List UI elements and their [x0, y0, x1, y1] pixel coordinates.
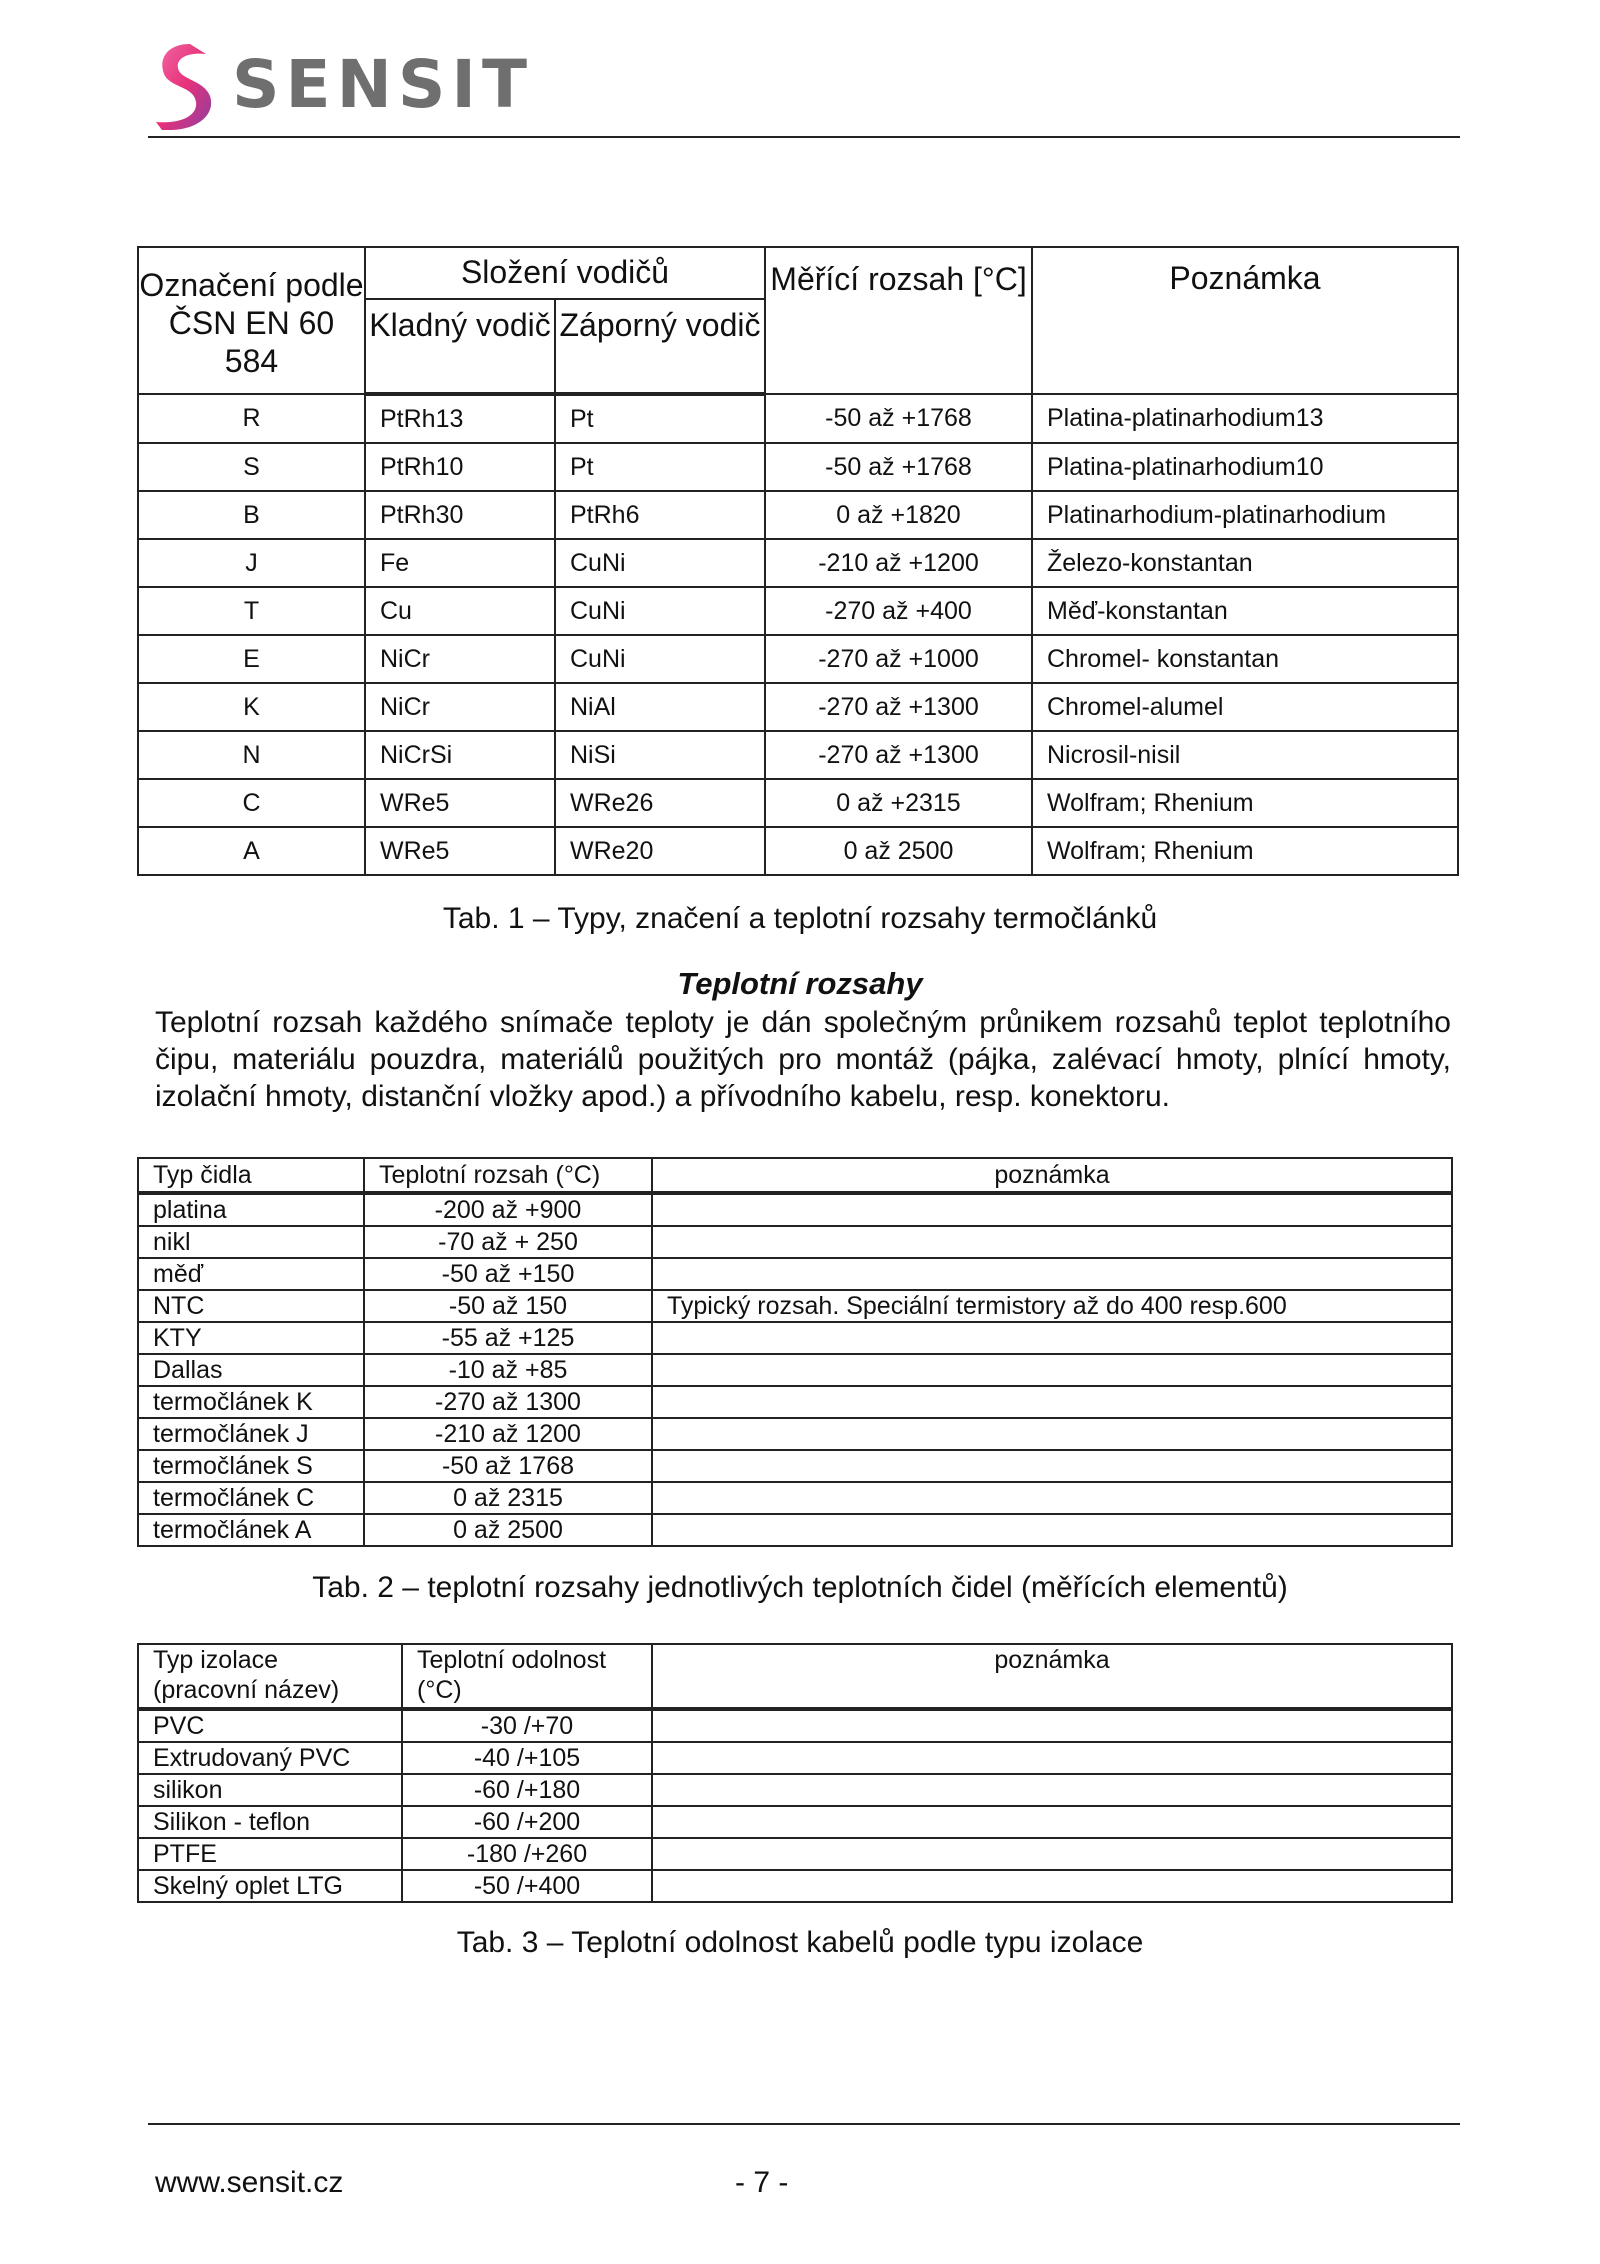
table-cell: nikl [138, 1226, 364, 1258]
table-cell: -180 /+260 [402, 1838, 652, 1870]
header-positive: Kladný vodič [365, 299, 555, 394]
table-cell: Skelný oplet LTG [138, 1870, 402, 1902]
table-cell: 0 až +1820 [765, 491, 1032, 539]
table-cell: 0 až 2315 [364, 1482, 652, 1514]
section-paragraph: Teplotní rozsah každého snímače teploty je dán společným průnikem rozsahů teplot teplotního čipu, materiálu pouzdra, materiálů použitých pro montáž (pájka, zalévací hmoty, plnící hmoty, izolační hmoty, distanční vložky apod.) a přívodního kabelu, resp. konektoru. [155, 1006, 1451, 1113]
table-cell: měď [138, 1258, 364, 1290]
table-cell [652, 1482, 1452, 1514]
table-cell: CuNi [555, 539, 765, 587]
header-negative: Záporný vodič [555, 299, 765, 394]
table-cell: WRe5 [365, 827, 555, 875]
table-cell: N [138, 731, 365, 779]
table-cell: Wolfram; Rhenium [1032, 827, 1458, 875]
table-cell [652, 1870, 1452, 1902]
table-cell: NTC [138, 1290, 364, 1322]
table-cell: NiCr [365, 635, 555, 683]
table-cell: A [138, 827, 365, 875]
table-cell: -10 až +85 [364, 1354, 652, 1386]
header-note: Poznámka [1032, 247, 1458, 394]
table-cell: -30 /+70 [402, 1709, 652, 1742]
table-cell: platina [138, 1193, 364, 1226]
table-cell: -210 až 1200 [364, 1418, 652, 1450]
table1-caption: Tab. 1 – Typy, značení a teplotní rozsahy termočlánků [442, 902, 1158, 935]
table-cell: T [138, 587, 365, 635]
table-cell: 0 až +2315 [765, 779, 1032, 827]
header-range: Měřící rozsah [°C] [765, 247, 1032, 394]
table-cell: Pt [555, 443, 765, 491]
header-sensor-note: poznámka [652, 1158, 1452, 1193]
table-cell: Chromel-alumel [1032, 683, 1458, 731]
footer-rule [148, 2123, 1460, 2125]
table-cell: K [138, 683, 365, 731]
table-cell: R [138, 394, 365, 443]
table-cell: WRe5 [365, 779, 555, 827]
table-cell: -50 až +1768 [765, 394, 1032, 443]
table-cell [652, 1450, 1452, 1482]
table-cell: Cu [365, 587, 555, 635]
table-cell [652, 1354, 1452, 1386]
brand-name: SENSIT [232, 46, 533, 123]
table-cell: -50 až 1768 [364, 1450, 652, 1482]
table-cell: -50 /+400 [402, 1870, 652, 1902]
table-cell: CuNi [555, 587, 765, 635]
table-cell: PVC [138, 1709, 402, 1742]
header-sensor-range: Teplotní rozsah (°C) [364, 1158, 652, 1193]
table-cell: -60 /+180 [402, 1774, 652, 1806]
page-number: - 7 - [735, 2166, 789, 2199]
table-cell: E [138, 635, 365, 683]
table-cell: CuNi [555, 635, 765, 683]
header-designation: Označení podle ČSN EN 60 584 [138, 247, 365, 394]
header-sensor-type: Typ čidla [138, 1158, 364, 1193]
footer-url[interactable]: www.sensit.cz [155, 2166, 344, 2199]
table-cell: termočlánek J [138, 1418, 364, 1450]
table-cell [652, 1322, 1452, 1354]
sensor-range-table [137, 1157, 1453, 1547]
table-cell: Typický rozsah. Speciální termistory až do 400 resp.600 [652, 1290, 1452, 1322]
table-cell [652, 1709, 1452, 1742]
table-cell: PtRh30 [365, 491, 555, 539]
table-cell: WRe20 [555, 827, 765, 875]
table-cell: S [138, 443, 365, 491]
table-cell [652, 1742, 1452, 1774]
table-cell: PtRh13 [365, 394, 555, 443]
table-cell [652, 1838, 1452, 1870]
header-insulation-type-line2: (pracovní název) [153, 1676, 340, 1704]
table-cell: Železo-konstantan [1032, 539, 1458, 587]
table-cell: -270 až +400 [765, 587, 1032, 635]
table-cell: -70 až + 250 [364, 1226, 652, 1258]
table-cell: NiAl [555, 683, 765, 731]
table-cell [652, 1418, 1452, 1450]
table-cell [652, 1514, 1452, 1546]
header-resistance-line2: (°C) [417, 1676, 462, 1704]
table-cell: -50 až 150 [364, 1290, 652, 1322]
header-insulation-type-line1: Typ izolace [153, 1646, 279, 1674]
table-cell [652, 1386, 1452, 1418]
table-cell: termočlánek A [138, 1514, 364, 1546]
table-cell: -270 až +1300 [765, 683, 1032, 731]
table-cell: -200 až +900 [364, 1193, 652, 1226]
insulation-table [137, 1643, 1453, 1903]
table-cell [652, 1258, 1452, 1290]
table-cell: -60 /+200 [402, 1806, 652, 1838]
table-cell: -50 až +150 [364, 1258, 652, 1290]
table-cell [652, 1774, 1452, 1806]
table-cell: Platina-platinarhodium13 [1032, 394, 1458, 443]
table-cell: Měď-konstantan [1032, 587, 1458, 635]
table-cell [652, 1193, 1452, 1226]
header-insulation-type [138, 1644, 402, 1709]
table-cell: PtRh6 [555, 491, 765, 539]
table-cell: B [138, 491, 365, 539]
table-cell: Nicrosil-nisil [1032, 731, 1458, 779]
section-heading: Teplotní rozsahy [677, 966, 923, 1001]
table-cell: -210 až +1200 [765, 539, 1032, 587]
table-cell: PtRh10 [365, 443, 555, 491]
table-cell: Chromel- konstantan [1032, 635, 1458, 683]
header-insulation-note: poznámka [652, 1644, 1452, 1709]
table-cell: KTY [138, 1322, 364, 1354]
table-cell: 0 až 2500 [765, 827, 1032, 875]
header-resistance-line1: Teplotní odolnost [417, 1646, 607, 1674]
table-cell: Silikon - teflon [138, 1806, 402, 1838]
table-cell: Platina-platinarhodium10 [1032, 443, 1458, 491]
table-cell: -270 až 1300 [364, 1386, 652, 1418]
table-cell: Extrudovaný PVC [138, 1742, 402, 1774]
header-resistance [402, 1644, 652, 1709]
table-cell: NiCr [365, 683, 555, 731]
table-cell: -40 /+105 [402, 1742, 652, 1774]
table-cell [652, 1806, 1452, 1838]
header-rule [148, 136, 1460, 138]
table-cell: -55 až +125 [364, 1322, 652, 1354]
table2-caption: Tab. 2 – teplotní rozsahy jednotlivých teplotních čidel (měřících elementů) [312, 1571, 1288, 1604]
table3-caption: Tab. 3 – Teplotní odolnost kabelů podle typu izolace [456, 1926, 1144, 1959]
table-cell [652, 1226, 1452, 1258]
table-cell: NiSi [555, 731, 765, 779]
table-cell: -50 až +1768 [765, 443, 1032, 491]
table-cell: -270 až +1000 [765, 635, 1032, 683]
table-cell: termočlánek C [138, 1482, 364, 1514]
table-cell: Platinarhodium-platinarhodium [1032, 491, 1458, 539]
table-cell: J [138, 539, 365, 587]
table-cell: NiCrSi [365, 731, 555, 779]
table-cell: silikon [138, 1774, 402, 1806]
table-cell: Wolfram; Rhenium [1032, 779, 1458, 827]
table-cell: PTFE [138, 1838, 402, 1870]
table-cell: Pt [555, 394, 765, 443]
table-cell: 0 až 2500 [364, 1514, 652, 1546]
table-cell: WRe26 [555, 779, 765, 827]
table-cell: Dallas [138, 1354, 364, 1386]
header-composition: Složení vodičů [365, 247, 765, 299]
thermocouple-table [137, 246, 1459, 876]
table-cell: -270 až +1300 [765, 731, 1032, 779]
table-cell: termočlánek K [138, 1386, 364, 1418]
table-cell: Fe [365, 539, 555, 587]
table-cell: C [138, 779, 365, 827]
table-cell: termočlánek S [138, 1450, 364, 1482]
